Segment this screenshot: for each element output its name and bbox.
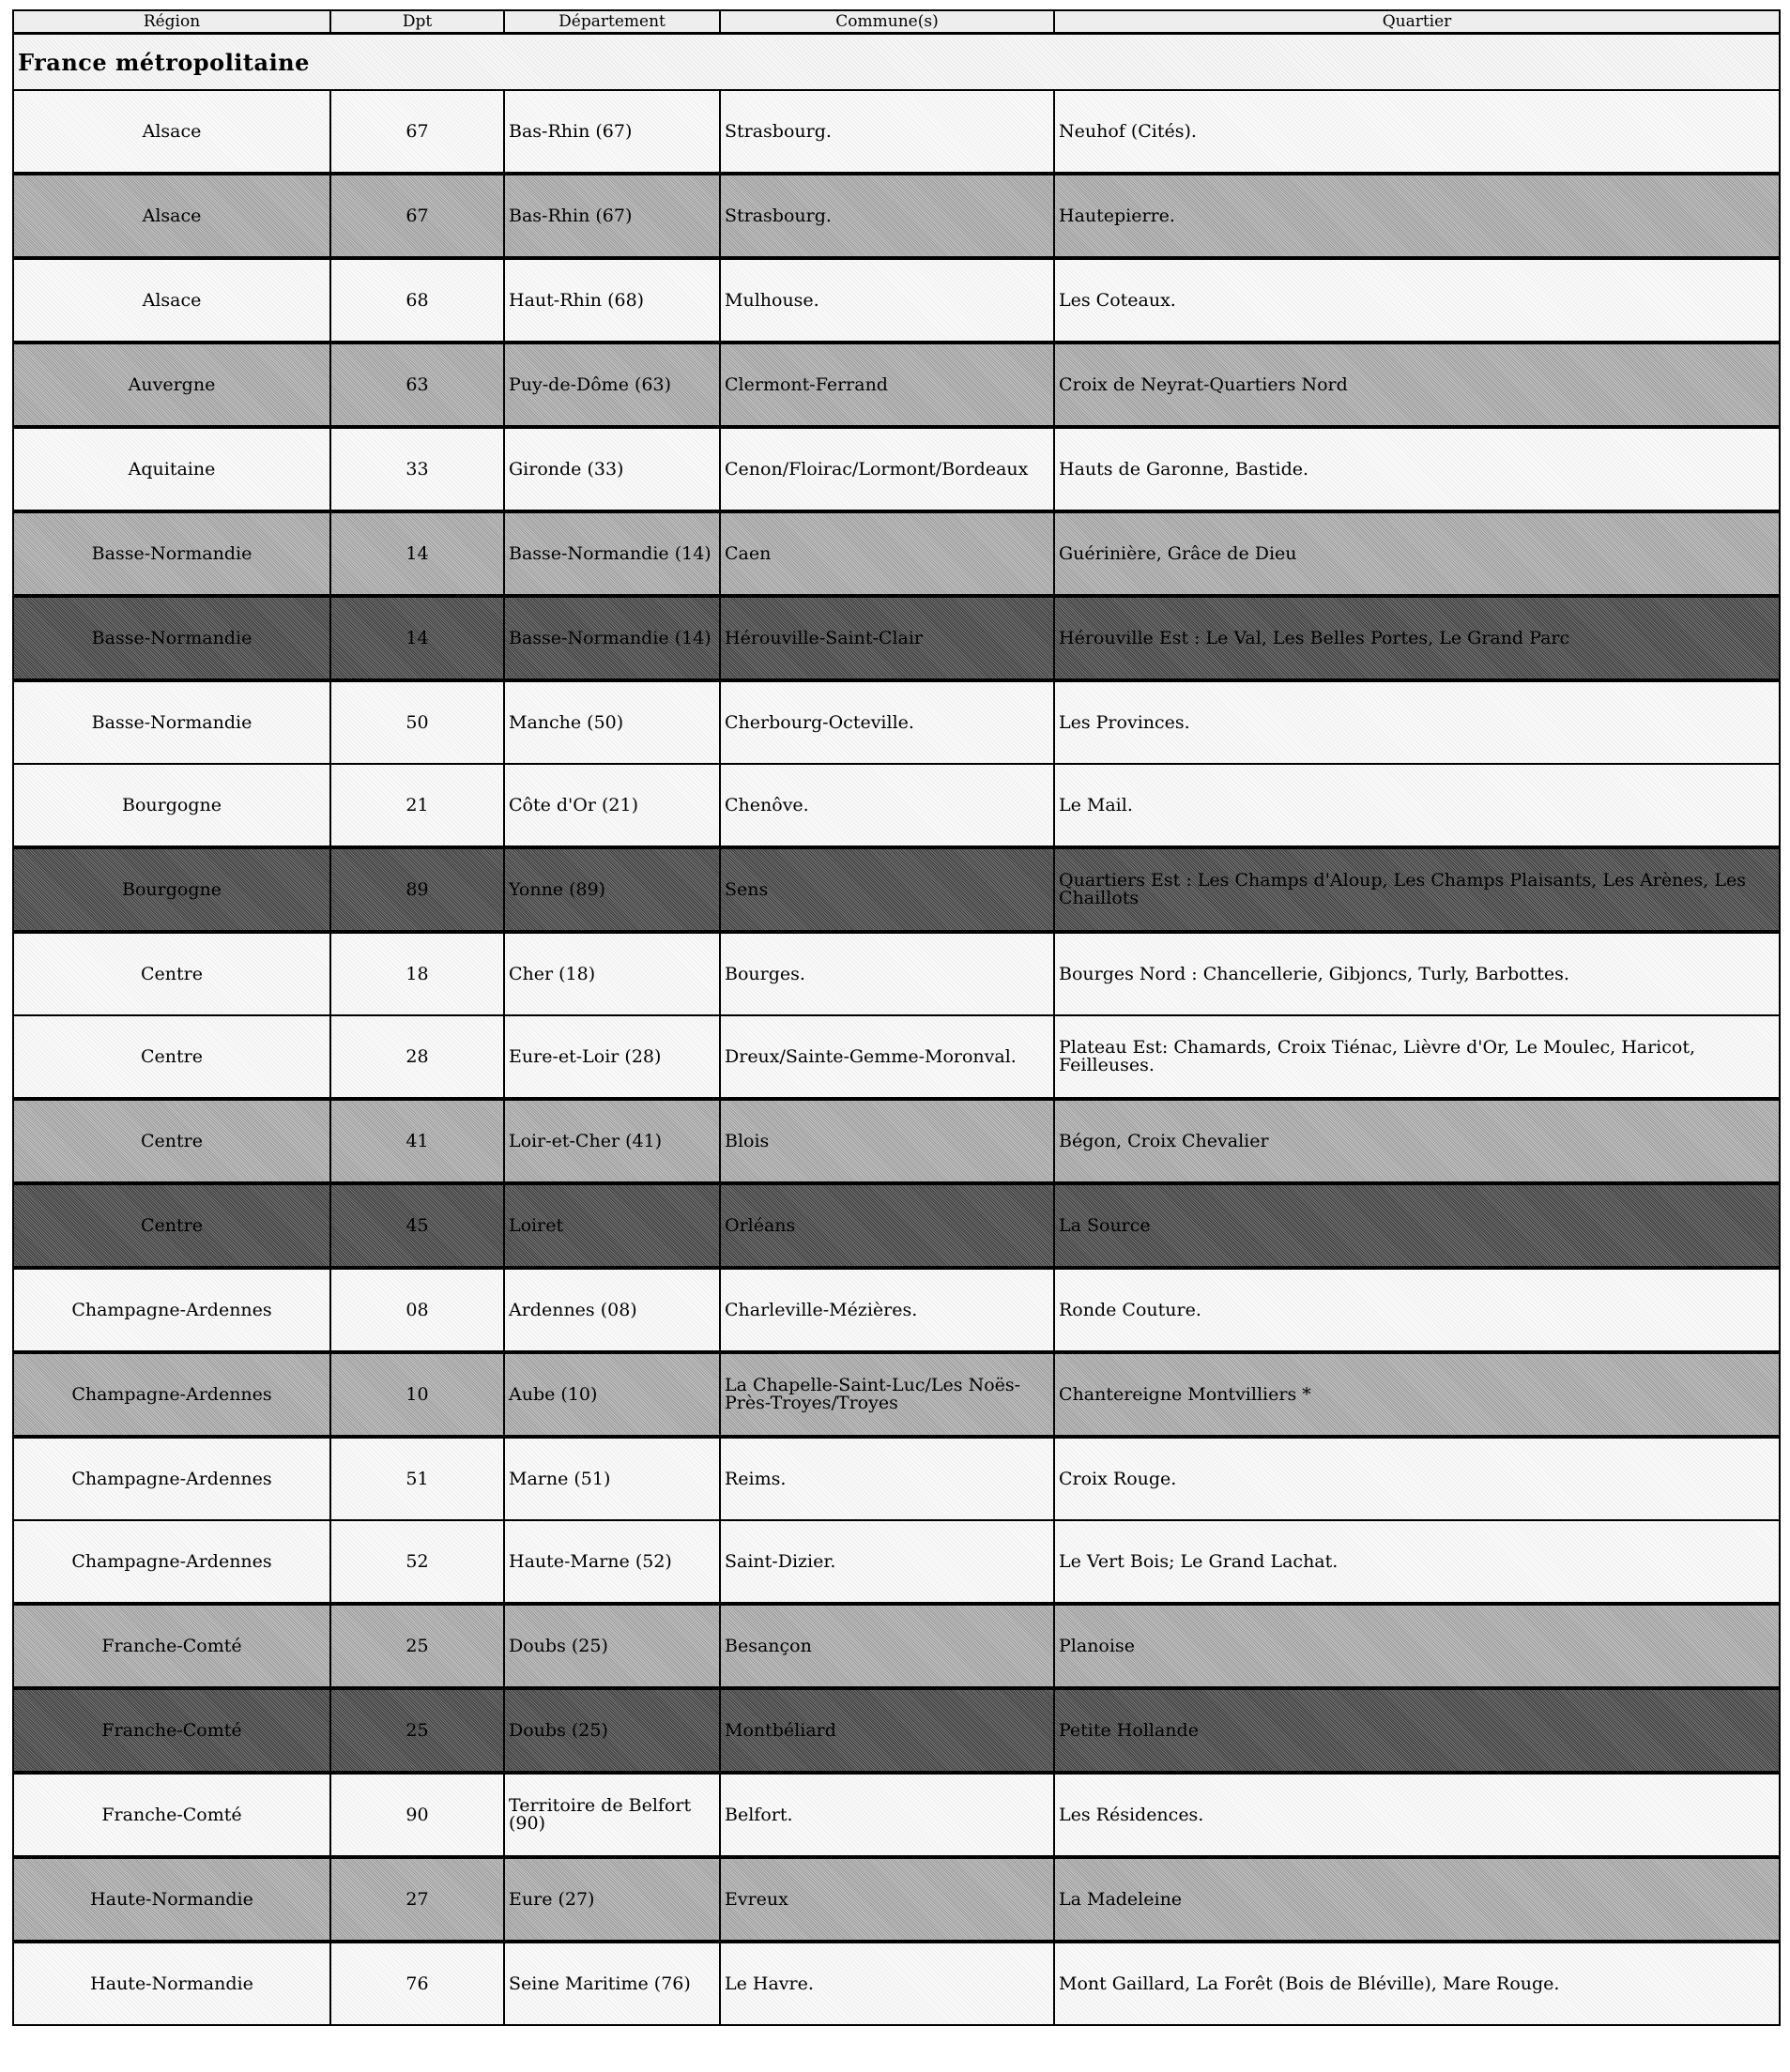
cell-dpt: 68 <box>330 258 504 343</box>
cell-communes: Montbéliard <box>720 1688 1054 1773</box>
cell-region: Franche-Comté <box>13 1773 330 1857</box>
header-region: Région <box>13 10 330 34</box>
cell-quartier: Petite Hollande <box>1054 1688 1780 1773</box>
cell-region: Basse-Normandie <box>13 680 330 764</box>
cell-quartier: Quartiers Est : Les Champs d'Aloup, Les Champs Plaisants, Les Arènes, Les Chaillots <box>1054 847 1780 932</box>
cell-departement: Bas-Rhin (67) <box>504 90 720 174</box>
cell-departement: Basse-Normandie (14) <box>504 596 720 680</box>
table-row <box>13 847 1780 932</box>
cell-dpt: 89 <box>330 847 504 932</box>
table-row <box>13 427 1780 511</box>
cell-departement: Doubs (25) <box>504 1688 720 1773</box>
header-row <box>13 10 1780 34</box>
cell-communes: Hérouville-Saint-Clair <box>720 596 1054 680</box>
cell-communes: Chenôve. <box>720 764 1054 847</box>
cell-departement: Territoire de Belfort (90) <box>504 1773 720 1857</box>
cell-communes: Mulhouse. <box>720 258 1054 343</box>
cell-region: Champagne-Ardennes <box>13 1437 330 1520</box>
cell-dpt: 63 <box>330 343 504 427</box>
cell-region: Haute-Normandie <box>13 1857 330 1942</box>
section-label: France métropolitaine <box>13 34 1780 91</box>
cell-region: Alsace <box>13 174 330 258</box>
cell-quartier: Le Mail. <box>1054 764 1780 847</box>
cell-communes: Cherbourg-Octeville. <box>720 680 1054 764</box>
cell-departement: Loiret <box>504 1183 720 1268</box>
cell-departement: Puy-de-Dôme (63) <box>504 343 720 427</box>
cell-dpt: 25 <box>330 1604 504 1688</box>
cell-departement: Eure (27) <box>504 1857 720 1942</box>
cell-departement: Cher (18) <box>504 932 720 1015</box>
cell-dpt: 52 <box>330 1520 504 1604</box>
cell-quartier: Les Provinces. <box>1054 680 1780 764</box>
section-row <box>13 34 1780 91</box>
cell-dpt: 90 <box>330 1773 504 1857</box>
cell-communes: Evreux <box>720 1857 1054 1942</box>
cell-dpt: 27 <box>330 1857 504 1942</box>
cell-communes: La Chapelle-Saint-Luc/Les Noës-Près-Troyes/Troyes <box>720 1352 1054 1437</box>
header-quartier: Quartier <box>1054 10 1780 34</box>
cell-quartier: Chantereigne Montvilliers * <box>1054 1352 1780 1437</box>
table-row <box>13 1604 1780 1688</box>
cell-communes: Belfort. <box>720 1773 1054 1857</box>
table-row <box>13 1268 1780 1352</box>
cell-departement: Haute-Marne (52) <box>504 1520 720 1604</box>
cell-region: Bourgogne <box>13 847 330 932</box>
cell-departement: Haut-Rhin (68) <box>504 258 720 343</box>
cell-dpt: 25 <box>330 1688 504 1773</box>
cell-quartier: Hérouville Est : Le Val, Les Belles Portes, Le Grand Parc <box>1054 596 1780 680</box>
table-row <box>13 680 1780 764</box>
cell-communes: Caen <box>720 511 1054 596</box>
cell-quartier: La Source <box>1054 1183 1780 1268</box>
table-row <box>13 1688 1780 1773</box>
cell-dpt: 51 <box>330 1437 504 1520</box>
cell-region: Centre <box>13 932 330 1015</box>
table-row <box>13 174 1780 258</box>
cell-quartier: Les Résidences. <box>1054 1773 1780 1857</box>
table-row <box>13 1857 1780 1942</box>
table-row <box>13 258 1780 343</box>
cell-departement: Aube (10) <box>504 1352 720 1437</box>
table-row <box>13 1942 1780 2025</box>
cell-communes: Saint-Dizier. <box>720 1520 1054 1604</box>
cell-dpt: 14 <box>330 511 504 596</box>
cell-region: Centre <box>13 1099 330 1183</box>
cell-quartier: Le Vert Bois; Le Grand Lachat. <box>1054 1520 1780 1604</box>
quartiers-table <box>12 9 1781 2026</box>
cell-quartier: La Madeleine <box>1054 1857 1780 1942</box>
cell-departement: Bas-Rhin (67) <box>504 174 720 258</box>
cell-quartier: Plateau Est: Chamards, Croix Tiénac, Lièvre d'Or, Le Moulec, Haricot, Feilleuses. <box>1054 1015 1780 1099</box>
cell-dpt: 41 <box>330 1099 504 1183</box>
cell-quartier: Neuhof (Cités). <box>1054 90 1780 174</box>
table-row <box>13 90 1780 174</box>
table-body <box>13 34 1780 2026</box>
cell-departement: Basse-Normandie (14) <box>504 511 720 596</box>
cell-communes: Bourges. <box>720 932 1054 1015</box>
cell-quartier: Planoise <box>1054 1604 1780 1688</box>
table-row <box>13 596 1780 680</box>
cell-quartier: Guérinière, Grâce de Dieu <box>1054 511 1780 596</box>
cell-dpt: 14 <box>330 596 504 680</box>
table-row <box>13 1183 1780 1268</box>
cell-communes: Besançon <box>720 1604 1054 1688</box>
cell-region: Basse-Normandie <box>13 596 330 680</box>
cell-quartier: Ronde Couture. <box>1054 1268 1780 1352</box>
cell-region: Champagne-Ardennes <box>13 1352 330 1437</box>
cell-dpt: 76 <box>330 1942 504 2025</box>
cell-region: Alsace <box>13 90 330 174</box>
cell-communes: Cenon/Floirac/Lormont/Bordeaux <box>720 427 1054 511</box>
table-row <box>13 1099 1780 1183</box>
cell-region: Bourgogne <box>13 764 330 847</box>
cell-region: Alsace <box>13 258 330 343</box>
table-row <box>13 1352 1780 1437</box>
table-row <box>13 932 1780 1015</box>
cell-communes: Charleville-Mézières. <box>720 1268 1054 1352</box>
table-row <box>13 1015 1780 1099</box>
cell-quartier: Bégon, Croix Chevalier <box>1054 1099 1780 1183</box>
cell-quartier: Hautepierre. <box>1054 174 1780 258</box>
cell-quartier: Croix de Neyrat-Quartiers Nord <box>1054 343 1780 427</box>
cell-departement: Ardennes (08) <box>504 1268 720 1352</box>
cell-departement: Manche (50) <box>504 680 720 764</box>
cell-departement: Côte d'Or (21) <box>504 764 720 847</box>
cell-departement: Yonne (89) <box>504 847 720 932</box>
cell-quartier: Mont Gaillard, La Forêt (Bois de Bléville), Mare Rouge. <box>1054 1942 1780 2025</box>
cell-communes: Strasbourg. <box>720 90 1054 174</box>
document-page <box>12 9 1779 2026</box>
cell-dpt: 08 <box>330 1268 504 1352</box>
header-dpt: Dpt <box>330 10 504 34</box>
cell-quartier: Croix Rouge. <box>1054 1437 1780 1520</box>
cell-dpt: 10 <box>330 1352 504 1437</box>
table-row <box>13 1437 1780 1520</box>
table-row <box>13 343 1780 427</box>
table-row <box>13 764 1780 847</box>
cell-dpt: 18 <box>330 932 504 1015</box>
cell-communes: Reims. <box>720 1437 1054 1520</box>
header-departement: Département <box>504 10 720 34</box>
cell-region: Franche-Comté <box>13 1604 330 1688</box>
cell-dpt: 28 <box>330 1015 504 1099</box>
cell-region: Champagne-Ardennes <box>13 1268 330 1352</box>
cell-departement: Eure-et-Loir (28) <box>504 1015 720 1099</box>
cell-departement: Gironde (33) <box>504 427 720 511</box>
cell-departement: Loir-et-Cher (41) <box>504 1099 720 1183</box>
table-header <box>13 10 1780 34</box>
table-row <box>13 1773 1780 1857</box>
cell-quartier: Les Coteaux. <box>1054 258 1780 343</box>
cell-dpt: 45 <box>330 1183 504 1268</box>
cell-region: Centre <box>13 1183 330 1268</box>
cell-communes: Le Havre. <box>720 1942 1054 2025</box>
cell-region: Aquitaine <box>13 427 330 511</box>
header-communes: Commune(s) <box>720 10 1054 34</box>
table-row <box>13 511 1780 596</box>
cell-departement: Seine Maritime (76) <box>504 1942 720 2025</box>
cell-region: Haute-Normandie <box>13 1942 330 2025</box>
cell-dpt: 50 <box>330 680 504 764</box>
cell-departement: Doubs (25) <box>504 1604 720 1688</box>
cell-dpt: 21 <box>330 764 504 847</box>
cell-region: Franche-Comté <box>13 1688 330 1773</box>
cell-communes: Dreux/Sainte-Gemme-Moronval. <box>720 1015 1054 1099</box>
cell-communes: Clermont-Ferrand <box>720 343 1054 427</box>
cell-dpt: 67 <box>330 90 504 174</box>
cell-communes: Sens <box>720 847 1054 932</box>
cell-region: Champagne-Ardennes <box>13 1520 330 1604</box>
cell-region: Auvergne <box>13 343 330 427</box>
cell-dpt: 33 <box>330 427 504 511</box>
cell-communes: Strasbourg. <box>720 174 1054 258</box>
cell-departement: Marne (51) <box>504 1437 720 1520</box>
cell-quartier: Bourges Nord : Chancellerie, Gibjoncs, Turly, Barbottes. <box>1054 932 1780 1015</box>
cell-communes: Blois <box>720 1099 1054 1183</box>
table-row <box>13 1520 1780 1604</box>
cell-region: Centre <box>13 1015 330 1099</box>
cell-region: Basse-Normandie <box>13 511 330 596</box>
cell-dpt: 67 <box>330 174 504 258</box>
cell-communes: Orléans <box>720 1183 1054 1268</box>
cell-quartier: Hauts de Garonne, Bastide. <box>1054 427 1780 511</box>
